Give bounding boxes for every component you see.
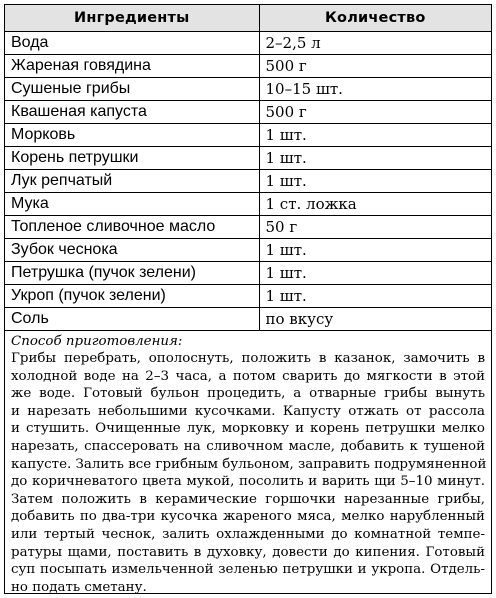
method-heading: Способ приготовления: <box>11 333 183 349</box>
ingredient-quantity: 50 г <box>259 215 491 238</box>
method-line: холодной воде на 2–3 часа, а потом сварить до мягкости в этой <box>11 368 485 384</box>
ingredient-name: Мука <box>5 192 259 215</box>
header-ingredients: Ингредиенты <box>5 5 259 31</box>
method-line: же воде. Готовый бульон процедить, а отварные грибы вынуть <box>11 386 485 402</box>
table-row <box>5 284 491 307</box>
method-line: или тертый чеснок, залить охлажденными до комнатной темпе- <box>11 527 485 543</box>
ingredient-name: Жареная говядина <box>5 54 259 77</box>
table-row <box>5 123 491 146</box>
method-line: и стушить. Очищенные лук, морковку и корень петрушки мелко <box>11 421 485 437</box>
ingredient-quantity: 1 шт. <box>259 169 491 192</box>
ingredient-name: Зубок чеснока <box>5 238 259 261</box>
method-line: нарезать, спассеровать на сливочном масле, добавить к тушеной <box>11 439 485 455</box>
ingredient-quantity: 1 шт. <box>259 146 491 169</box>
table-row <box>5 215 491 238</box>
ingredient-name: Сушеные грибы <box>5 77 259 100</box>
ingredient-name: Корень петрушки <box>5 146 259 169</box>
header-quantity: Количество <box>259 5 491 31</box>
table-row <box>5 238 491 261</box>
method-line: ратуры щами, поставить в духовку, довести до кипения. Готовый <box>11 544 485 560</box>
method-line: и нарезать небольшими кусочками. Капусту отжать от рассола <box>11 403 485 419</box>
method-line: суп посыпать измельченной зеленью петрушки и укропа. Отдель- <box>11 562 485 578</box>
ingredient-quantity: 10–15 шт. <box>259 77 491 100</box>
table-row <box>5 261 491 284</box>
ingredient-quantity: по вкусу <box>259 307 491 330</box>
ingredient-name: Морковь <box>5 123 259 146</box>
table-row <box>5 100 491 123</box>
table-header-row <box>5 5 491 31</box>
method-line: но подать сметану. <box>11 579 147 595</box>
ingredient-quantity: 1 шт. <box>259 261 491 284</box>
table-row <box>5 54 491 77</box>
ingredient-name: Лук репчатый <box>5 169 259 192</box>
cooking-method <box>5 331 491 597</box>
recipe-page <box>4 4 492 594</box>
ingredients-table <box>5 5 491 331</box>
ingredient-name: Вода <box>5 31 259 54</box>
table-row <box>5 307 491 330</box>
method-line: до коричневатого цвета мукой, посолить и варить щи 5–10 минут. <box>11 474 485 490</box>
table-row <box>5 192 491 215</box>
method-line: Затем положить в керамические горшочки нарезанные грибы, <box>11 491 485 507</box>
ingredient-name: Укроп (пучок зелени) <box>5 284 259 307</box>
ingredient-quantity: 500 г <box>259 54 491 77</box>
method-line: добавить по два-три кусочка жареного мяса, мелко нарубленный <box>11 509 485 525</box>
ingredient-rows <box>5 31 491 330</box>
ingredient-name: Петрушка (пучок зелени) <box>5 261 259 284</box>
table-row <box>5 169 491 192</box>
ingredient-name: Соль <box>5 307 259 330</box>
ingredient-quantity: 2–2,5 л <box>259 31 491 54</box>
table-row <box>5 77 491 100</box>
ingredient-quantity: 1 шт. <box>259 123 491 146</box>
ingredient-name: Топленое сливочное масло <box>5 215 259 238</box>
table-row <box>5 146 491 169</box>
ingredient-quantity: 1 ст. ложка <box>259 192 491 215</box>
table-row <box>5 31 491 54</box>
ingredient-name: Квашеная капуста <box>5 100 259 123</box>
method-line: капусте. Залить все грибным бульоном, заправить подрумяненной <box>11 456 487 472</box>
ingredient-quantity: 1 шт. <box>259 284 491 307</box>
method-line: Грибы перебрать, ополоснуть, положить в казанок, замочить в <box>11 351 485 367</box>
ingredient-quantity: 500 г <box>259 100 491 123</box>
ingredient-quantity: 1 шт. <box>259 238 491 261</box>
